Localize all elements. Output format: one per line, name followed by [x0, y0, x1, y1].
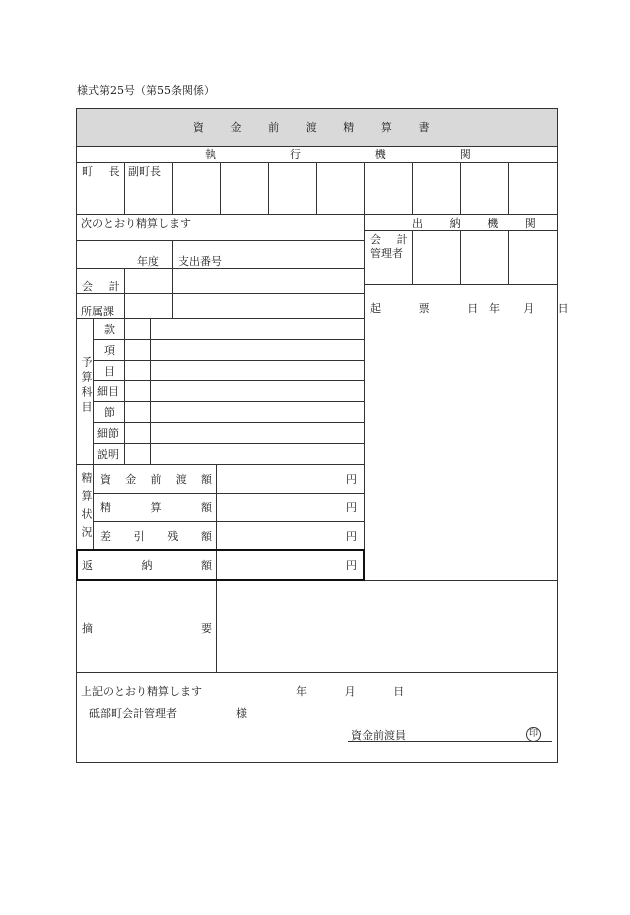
settlement-status-label: 精算状況 — [80, 472, 93, 544]
budget-row-setsumei: 説明 — [97, 448, 119, 461]
voucher-date-label: 起 票 日 — [370, 302, 496, 315]
budget-row-kan: 款 — [104, 323, 115, 336]
accounting-manager-line2: 管理者 — [370, 247, 403, 260]
budget-row-saimoku: 細目 — [97, 385, 119, 398]
seal-mark: 印 — [526, 727, 541, 742]
settlement-unit-balance: 円 — [346, 530, 357, 543]
budget-row-kou: 項 — [104, 344, 115, 357]
department-label: 所属課 — [81, 305, 114, 318]
settlement-unit-settled: 円 — [346, 501, 357, 514]
settlement-row-advance: 資 金 前 渡 額 — [100, 473, 212, 486]
intro-text: 次のとおり精算します — [81, 217, 191, 230]
form-number: 様式第25号（第55条関係） — [77, 84, 215, 97]
town-head-label: 町 長 — [82, 165, 126, 178]
signer-label: 資金前渡員 — [351, 729, 406, 742]
return-amount-label: 返 納 額 — [82, 559, 212, 572]
budget-item-label: 予算科目 — [80, 356, 93, 416]
recipient-line: 砥部町会計管理者 — [89, 707, 177, 720]
deputy-head-label: 副町長 — [128, 165, 161, 178]
execution-org-header: 執 行 機 関 — [205, 148, 506, 161]
budget-row-saisetsu: 細節 — [97, 427, 119, 440]
return-amount-unit: 円 — [346, 559, 357, 572]
summary-label-right: 要 — [201, 622, 212, 635]
accounting-manager-line1: 会 計 — [370, 233, 414, 246]
honorific: 様 — [236, 707, 247, 720]
footer-text: 上記のとおり精算します — [81, 685, 202, 698]
page-title: 資 金 前 渡 精 算 書 — [192, 121, 442, 134]
disbursement-no-label: 支出番号 — [178, 255, 222, 268]
settlement-unit-advance: 円 — [346, 473, 357, 486]
budget-row-moku: 目 — [104, 365, 115, 378]
budget-row-setsu: 節 — [104, 406, 115, 419]
fiscal-year-label: 年度 — [137, 255, 159, 268]
accounting-label: 会 計 — [82, 280, 126, 293]
settlement-row-balance: 差 引 残 額 — [100, 530, 212, 543]
settlement-row-settled: 精 算 額 — [100, 501, 212, 514]
summary-label-left: 摘 — [82, 622, 93, 635]
voucher-date-suffix: 年 月 日 — [489, 302, 579, 315]
footer-date: 年 月 日 — [296, 685, 422, 698]
cashier-header: 出 納 機 関 — [412, 217, 548, 230]
